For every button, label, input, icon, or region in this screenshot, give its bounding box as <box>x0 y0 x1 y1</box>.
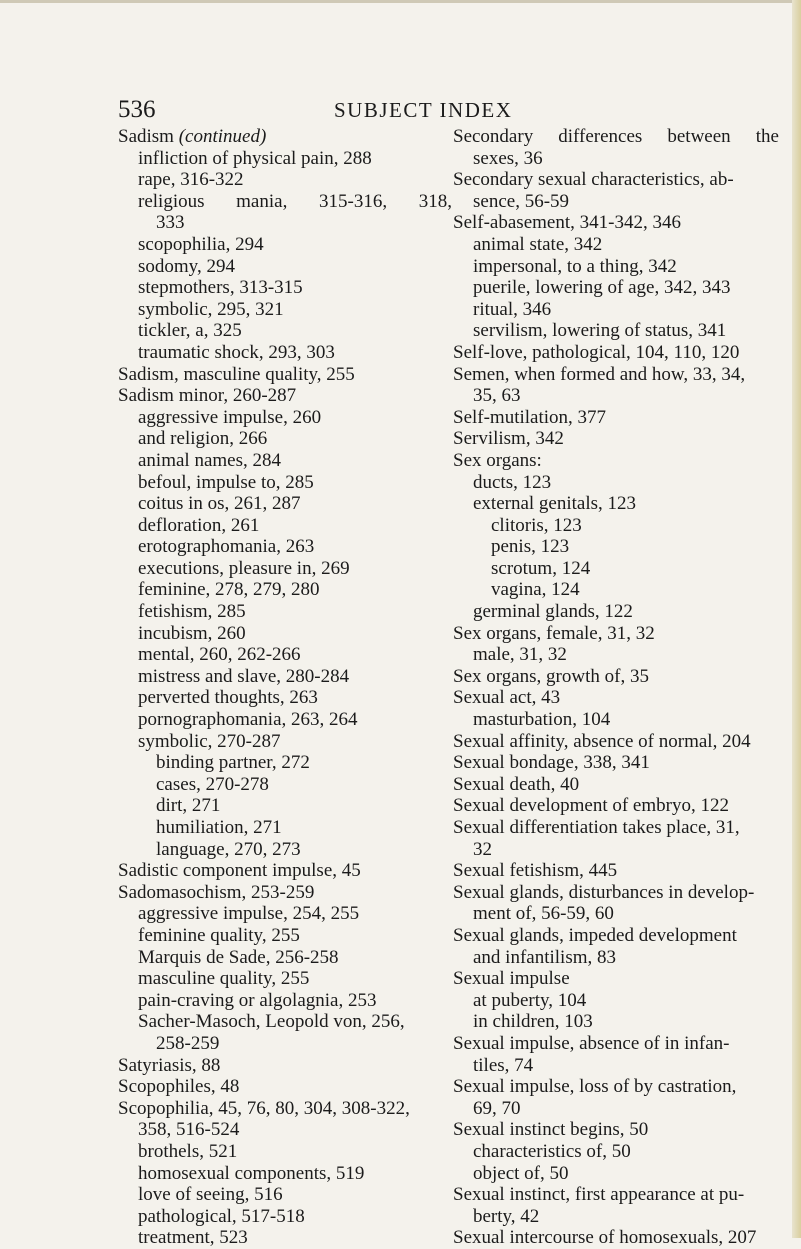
index-subentry: mental, 260, 262-266 <box>138 644 301 666</box>
index-subentry: stepmothers, 313-315 <box>138 277 303 299</box>
index-subentry: masculine quality, 255 <box>138 968 310 990</box>
index-entry-continuation: 35, 63 <box>473 385 521 407</box>
index-subentry: at puberty, 104 <box>473 989 587 1011</box>
index-subentry: Marquis de Sade, 256-258 <box>138 946 339 968</box>
index-subentry: perverted thoughts, 263 <box>138 687 318 709</box>
index-subentry: animal names, 284 <box>138 449 281 471</box>
index-entry <box>453 126 783 148</box>
index-subentry: aggressive impulse, 254, 255 <box>138 903 360 925</box>
index-entry: Scopophilia, 45, 76, 80, 304, 308-322, <box>118 1097 410 1119</box>
index-entry-continuation: 69, 70 <box>473 1097 521 1119</box>
continued-label: (continued) <box>178 126 267 147</box>
index-entry-continuation: 333 <box>156 212 185 234</box>
index-entry: Sexual impulse, absence of in infan- <box>453 1032 730 1054</box>
index-entry: Sexual affinity, absence of normal, 204 <box>453 730 751 752</box>
index-subentry: characteristics of, 50 <box>473 1140 631 1162</box>
index-entry: Sexual impulse <box>453 968 570 990</box>
page-number: 536 <box>118 96 156 123</box>
index-subentry: brothels, 521 <box>138 1140 238 1162</box>
index-subentry: pathological, 517-518 <box>138 1205 305 1227</box>
index-subentry: love of seeing, 516 <box>138 1184 283 1206</box>
index-subentry: ducts, 123 <box>473 471 552 493</box>
index-entry-continuation: ment of, 56-59, 60 <box>473 903 614 925</box>
index-subentry: erotographomania, 263 <box>138 536 315 558</box>
index-subentry: servilism, lowering of status, 341 <box>473 320 727 342</box>
index-entry: Sex organs: <box>453 449 542 471</box>
index-subentry: coitus in os, 261, 287 <box>138 493 301 515</box>
index-subentry: sodomy, 294 <box>138 255 235 277</box>
index-column-right <box>453 126 783 1249</box>
index-subentry: pain-craving or algolagnia, 253 <box>138 989 377 1011</box>
index-subsubentry: vagina, 124 <box>491 579 580 601</box>
index-entry-continuation: and infantilism, 83 <box>473 946 617 968</box>
index-entry: Secondary sexual characteristics, ab- <box>453 169 734 191</box>
page-right-edge <box>792 0 801 1238</box>
index-subentry: tickler, a, 325 <box>138 320 242 342</box>
running-head: SUBJECT INDEX <box>334 98 513 122</box>
index-entry: Sexual glands, disturbances in develop- <box>453 881 755 903</box>
index-entry: Sadism minor, 260-287 <box>118 385 297 407</box>
index-entry: Sexual death, 40 <box>453 773 580 795</box>
index-subentry: mistress and slave, 280-284 <box>138 665 350 687</box>
index-subsubentry: humiliation, 271 <box>156 817 282 838</box>
index-subentry: Sacher-Masoch, Leopold von, 256, <box>138 1011 405 1033</box>
index-subentry: aggressive impulse, 260 <box>138 406 322 428</box>
index-subentry: infliction of physical pain, 288 <box>138 147 372 169</box>
page-top-edge <box>0 0 801 3</box>
index-entry: Sexual differentiation takes place, 31, <box>453 817 740 838</box>
justified-line: Secondary differences between the <box>453 126 779 147</box>
index-entry: Sexual intercourse of homosexuals, 207 <box>453 1227 757 1249</box>
index-subentry: feminine quality, 255 <box>138 924 300 946</box>
index-subentry: puerile, lowering of age, 342, 343 <box>473 277 731 299</box>
index-subentry: pornographomania, 263, 264 <box>138 709 358 731</box>
index-subentry: symbolic, 270-287 <box>138 730 281 752</box>
index-entry: Semen, when formed and how, 33, 34, <box>453 363 746 385</box>
index-entry: Sexual instinct begins, 50 <box>453 1119 649 1141</box>
index-entry-continuation: sence, 56-59 <box>473 190 570 212</box>
index-subentry: rape, 316-322 <box>138 169 244 191</box>
index-subentry: treatment, 523 <box>138 1227 248 1249</box>
index-entry: Satyriasis, 88 <box>118 1054 221 1076</box>
index-subentry: feminine, 278, 279, 280 <box>138 579 320 601</box>
index-subentry: germinal glands, 122 <box>473 601 633 623</box>
index-subentry: ritual, 346 <box>473 298 552 320</box>
index-entry: Sexual impulse, loss of by castration, <box>453 1076 737 1098</box>
index-entry: Sadistic component impulse, 45 <box>118 860 361 882</box>
index-entry-continuation: sexes, 36 <box>473 147 543 169</box>
index-entry: Sadomasochism, 253-259 <box>118 881 315 903</box>
index-subentry: object of, 50 <box>473 1162 569 1184</box>
index-subentry: animal state, 342 <box>473 233 603 255</box>
justified-line: religious mania, 315-316, 318, <box>138 190 452 212</box>
index-subentry: defloration, 261 <box>138 514 260 536</box>
index-entry-continuation: berty, 42 <box>473 1205 540 1227</box>
index-entry: Sex organs, growth of, 35 <box>453 665 649 687</box>
index-subsubentry: dirt, 271 <box>156 795 221 817</box>
index-subentry: male, 31, 32 <box>473 644 567 666</box>
index-subentry: traumatic shock, 293, 303 <box>138 341 335 363</box>
index-subsubentry: binding partner, 272 <box>156 752 310 774</box>
index-entry <box>118 126 434 148</box>
index-subentry: fetishism, 285 <box>138 601 246 623</box>
index-entry: Sexual fetishism, 445 <box>453 860 618 882</box>
index-subentry: external genitals, 123 <box>473 493 637 515</box>
index-entry-continuation: tiles, 74 <box>473 1054 534 1076</box>
index-subentry: masturbation, 104 <box>473 709 611 731</box>
index-entry: Sexual bondage, 338, 341 <box>453 752 650 774</box>
index-subsubentry: penis, 123 <box>491 536 570 558</box>
index-entry: Self-mutilation, 377 <box>453 406 607 428</box>
index-subentry <box>118 190 452 213</box>
index-subsubentry: language, 270, 273 <box>156 838 301 860</box>
index-entry: Sexual act, 43 <box>453 687 561 709</box>
index-subentry: in children, 103 <box>473 1011 593 1033</box>
index-entry: Servilism, 342 <box>453 428 564 450</box>
index-entry-continuation: 258-259 <box>156 1032 220 1054</box>
index-column-left <box>118 126 452 1249</box>
index-subsubentry: cases, 270-278 <box>156 773 269 795</box>
index-entry: Sexual development of embryo, 122 <box>453 795 729 817</box>
index-subentry: homosexual components, 519 <box>138 1162 365 1184</box>
index-entry: Sex organs, female, 31, 32 <box>453 622 655 644</box>
index-entry: Sexual glands, impeded development <box>453 924 737 946</box>
index-subentry: executions, pleasure in, 269 <box>138 557 350 579</box>
index-entry-continuation: 32 <box>473 838 492 860</box>
index-entry: Scopophiles, 48 <box>118 1076 240 1098</box>
index-subentry: and religion, 266 <box>138 428 268 450</box>
index-entry: Self-love, pathological, 104, 110, 120 <box>453 341 740 363</box>
index-subsubentry: clitoris, 123 <box>491 514 582 536</box>
index-subsubentry: scrotum, 124 <box>491 557 591 579</box>
index-subentry: symbolic, 295, 321 <box>138 298 284 320</box>
index-entry: Sadism, masculine quality, 255 <box>118 363 355 385</box>
index-subentry: incubism, 260 <box>138 622 246 644</box>
index-entry: Sexual instinct, first appearance at pu- <box>453 1184 745 1206</box>
index-subentry: impersonal, to a thing, 342 <box>473 255 677 277</box>
index-entry-continuation: 358, 516-524 <box>138 1119 240 1141</box>
index-subentry: scopophilia, 294 <box>138 233 264 255</box>
index-entry: Self-abasement, 341-342, 346 <box>453 212 681 234</box>
index-heading-text: Sadism <box>118 126 179 147</box>
index-subentry: befoul, impulse to, 285 <box>138 471 314 493</box>
